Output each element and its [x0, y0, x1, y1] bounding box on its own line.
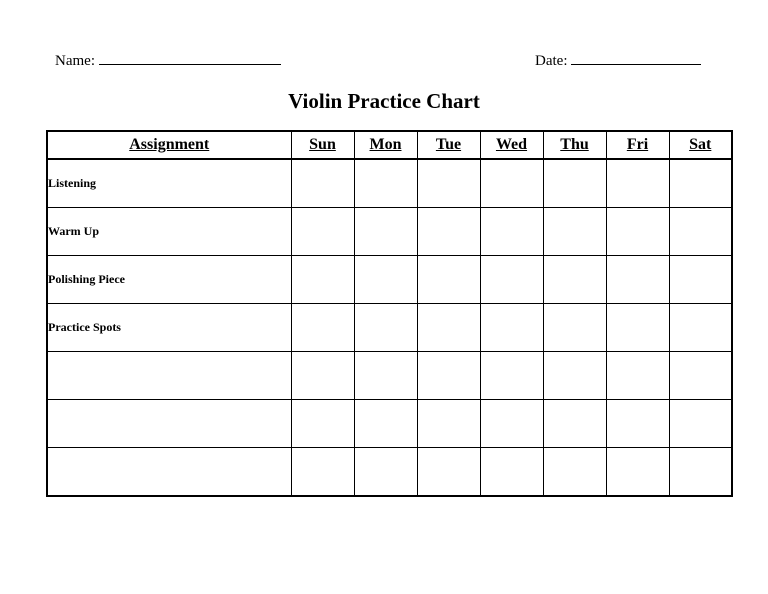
assignment-cell[interactable]: Practice Spots [47, 304, 291, 352]
checkbox-cell-mon[interactable] [354, 208, 417, 256]
day-header-wed: Wed [480, 131, 543, 159]
checkbox-cell-sun[interactable] [291, 159, 354, 208]
checkbox-cell-sat[interactable] [669, 208, 732, 256]
checkbox-cell-sat[interactable] [669, 304, 732, 352]
checkbox-cell-mon[interactable] [354, 400, 417, 448]
assignment-cell[interactable] [47, 400, 291, 448]
table-row [47, 304, 732, 352]
assignment-cell[interactable]: Warm Up [47, 208, 291, 256]
checkbox-cell-sun[interactable] [291, 208, 354, 256]
checkbox-cell-sat[interactable] [669, 256, 732, 304]
checkbox-cell-mon[interactable] [354, 159, 417, 208]
checkbox-cell-mon[interactable] [354, 448, 417, 497]
checkbox-cell-fri[interactable] [606, 400, 669, 448]
checkbox-cell-sat[interactable] [669, 352, 732, 400]
checkbox-cell-sat[interactable] [669, 448, 732, 497]
name-blank-line[interactable] [99, 50, 281, 65]
assignment-cell[interactable] [47, 448, 291, 497]
checkbox-cell-sun[interactable] [291, 304, 354, 352]
checkbox-cell-tue[interactable] [417, 304, 480, 352]
table-row [47, 448, 732, 497]
checkbox-cell-tue[interactable] [417, 256, 480, 304]
checkbox-cell-fri[interactable] [606, 352, 669, 400]
checkbox-cell-thu[interactable] [543, 448, 606, 497]
assignment-cell[interactable]: Polishing Piece [47, 256, 291, 304]
table-row [47, 208, 732, 256]
checkbox-cell-fri[interactable] [606, 256, 669, 304]
day-header-sun: Sun [291, 131, 354, 159]
checkbox-cell-wed[interactable] [480, 448, 543, 497]
checkbox-cell-mon[interactable] [354, 304, 417, 352]
assignment-cell[interactable] [47, 352, 291, 400]
checkbox-cell-wed[interactable] [480, 208, 543, 256]
checkbox-cell-wed[interactable] [480, 304, 543, 352]
checkbox-cell-sat[interactable] [669, 159, 732, 208]
checkbox-cell-tue[interactable] [417, 208, 480, 256]
checkbox-cell-thu[interactable] [543, 400, 606, 448]
checkbox-cell-sun[interactable] [291, 256, 354, 304]
assignment-cell[interactable]: Listening [47, 159, 291, 208]
checkbox-cell-wed[interactable] [480, 256, 543, 304]
checkbox-cell-tue[interactable] [417, 159, 480, 208]
date-field [535, 50, 701, 70]
table-row [47, 159, 732, 208]
checkbox-cell-fri[interactable] [606, 448, 669, 497]
checkbox-cell-sun[interactable] [291, 400, 354, 448]
checkbox-cell-wed[interactable] [480, 400, 543, 448]
checkbox-cell-tue[interactable] [417, 352, 480, 400]
chart-title: Violin Practice Chart [288, 89, 480, 113]
checkbox-cell-sat[interactable] [669, 400, 732, 448]
table-row [47, 352, 732, 400]
checkbox-cell-mon[interactable] [354, 352, 417, 400]
day-header-sat: Sat [669, 131, 732, 159]
assignment-header: Assignment [47, 131, 291, 159]
table-row [47, 256, 732, 304]
practice-chart-table [46, 130, 733, 497]
checkbox-cell-wed[interactable] [480, 159, 543, 208]
date-blank-line[interactable] [571, 50, 701, 65]
checkbox-cell-thu[interactable] [543, 256, 606, 304]
day-header-thu: Thu [543, 131, 606, 159]
checkbox-cell-fri[interactable] [606, 208, 669, 256]
checkbox-cell-thu[interactable] [543, 352, 606, 400]
table-row [47, 400, 732, 448]
date-label: Date: [535, 53, 568, 69]
checkbox-cell-thu[interactable] [543, 304, 606, 352]
checkbox-cell-thu[interactable] [543, 159, 606, 208]
checkbox-cell-fri[interactable] [606, 304, 669, 352]
checkbox-cell-wed[interactable] [480, 352, 543, 400]
header-row [47, 131, 732, 159]
checkbox-cell-thu[interactable] [543, 208, 606, 256]
checkbox-cell-fri[interactable] [606, 159, 669, 208]
day-header-mon: Mon [354, 131, 417, 159]
checkbox-cell-tue[interactable] [417, 400, 480, 448]
checkbox-cell-tue[interactable] [417, 448, 480, 497]
checkbox-cell-mon[interactable] [354, 256, 417, 304]
name-field [55, 50, 281, 70]
checkbox-cell-sun[interactable] [291, 448, 354, 497]
day-header-tue: Tue [417, 131, 480, 159]
name-label: Name: [55, 53, 95, 69]
checkbox-cell-sun[interactable] [291, 352, 354, 400]
day-header-fri: Fri [606, 131, 669, 159]
